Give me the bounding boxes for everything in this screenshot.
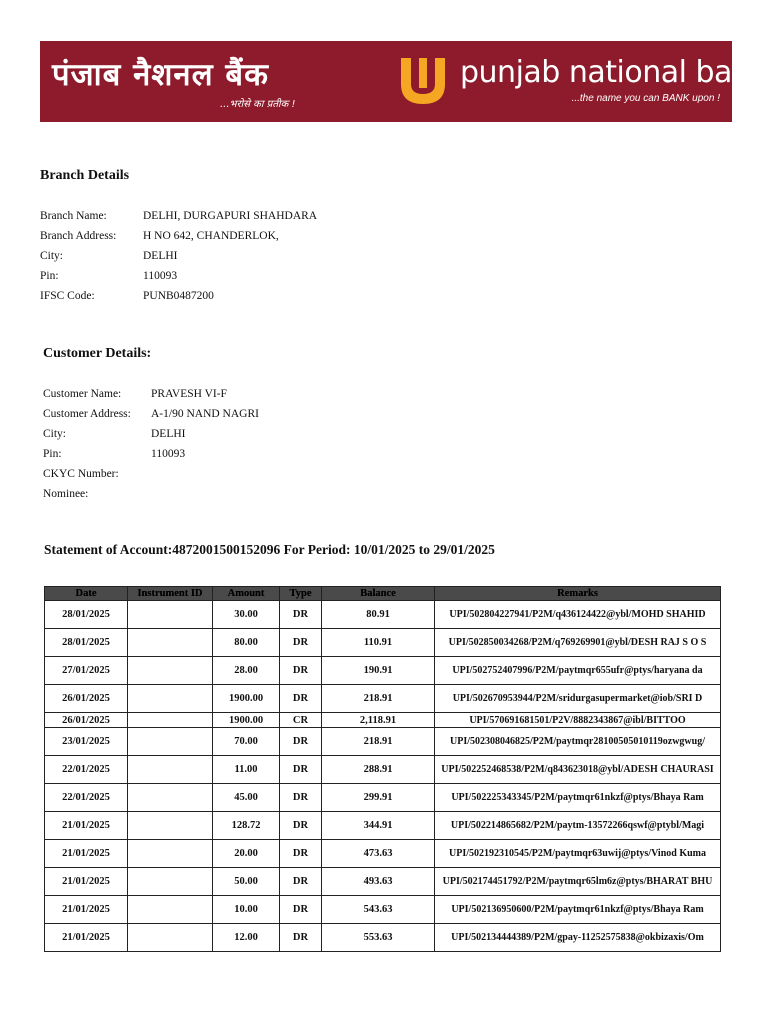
table-row bbox=[45, 840, 721, 868]
bank-banner bbox=[40, 41, 768, 122]
customer-row bbox=[43, 484, 259, 504]
cell-type: DR bbox=[280, 924, 322, 952]
field-label: City: bbox=[43, 428, 67, 440]
cell-date: 21/01/2025 bbox=[45, 924, 128, 952]
cell-remarks: UPI/502192310545/P2M/paytmqr63uwij@ptys/Vinod Kuma bbox=[435, 840, 721, 868]
field-label: City: bbox=[40, 250, 64, 262]
cell-instrument-id bbox=[128, 685, 213, 713]
cell-amount: 70.00 bbox=[213, 728, 280, 756]
table-row bbox=[45, 924, 721, 952]
cell-balance: 543.63 bbox=[322, 896, 435, 924]
transactions-table bbox=[44, 586, 721, 952]
table-row bbox=[45, 713, 721, 728]
field-label: Branch Name: bbox=[40, 210, 107, 222]
field-label: Customer Address: bbox=[43, 408, 131, 420]
tagline-hindi: ...भरोसे का प्रतीक ! bbox=[220, 99, 296, 110]
cell-instrument-id bbox=[128, 713, 213, 728]
column-header-type: Type bbox=[280, 587, 322, 601]
cell-amount: 11.00 bbox=[213, 756, 280, 784]
cell-instrument-id bbox=[128, 868, 213, 896]
cell-amount: 50.00 bbox=[213, 868, 280, 896]
field-value: H NO 642, CHANDERLOK, bbox=[143, 230, 279, 242]
cell-type: DR bbox=[280, 840, 322, 868]
cell-date: 21/01/2025 bbox=[45, 896, 128, 924]
cell-type: DR bbox=[280, 756, 322, 784]
cell-date: 26/01/2025 bbox=[45, 685, 128, 713]
cell-balance: 344.91 bbox=[322, 812, 435, 840]
field-label: Nominee: bbox=[43, 488, 89, 500]
cell-amount: 45.00 bbox=[213, 784, 280, 812]
table-row bbox=[45, 601, 721, 629]
column-header-balance: Balance bbox=[322, 587, 435, 601]
cell-instrument-id bbox=[128, 728, 213, 756]
cell-balance: 110.91 bbox=[322, 629, 435, 657]
cell-remarks: UPI/502252468538/P2M/q843623018@ybl/ADESH CHAURASI bbox=[435, 756, 721, 784]
cell-amount: 30.00 bbox=[213, 601, 280, 629]
cell-remarks: UPI/502670953944/P2M/sridurgasupermarket@iob/SRI D bbox=[435, 685, 721, 713]
field-label: CKYC Number: bbox=[43, 468, 119, 480]
field-label: Customer Name: bbox=[43, 388, 122, 400]
cell-balance: 80.91 bbox=[322, 601, 435, 629]
cell-type: DR bbox=[280, 812, 322, 840]
cell-balance: 473.63 bbox=[322, 840, 435, 868]
cell-date: 22/01/2025 bbox=[45, 784, 128, 812]
pnb-logo-icon bbox=[397, 54, 449, 110]
cell-date: 22/01/2025 bbox=[45, 756, 128, 784]
cell-instrument-id bbox=[128, 784, 213, 812]
cell-amount: 20.00 bbox=[213, 840, 280, 868]
cell-type: DR bbox=[280, 784, 322, 812]
cell-remarks: UPI/502134444389/P2M/gpay-11252575838@okbizaxis/Om bbox=[435, 924, 721, 952]
cell-amount: 10.00 bbox=[213, 896, 280, 924]
table-header-row bbox=[45, 587, 721, 601]
cell-amount: 1900.00 bbox=[213, 685, 280, 713]
cell-balance: 493.63 bbox=[322, 868, 435, 896]
customer-details-title: Customer Details: bbox=[43, 346, 152, 361]
cell-amount: 80.00 bbox=[213, 629, 280, 657]
cell-instrument-id bbox=[128, 896, 213, 924]
field-value: DELHI, DURGAPURI SHAHDARA bbox=[143, 210, 318, 222]
customer-row bbox=[43, 444, 259, 464]
cell-type: DR bbox=[280, 629, 322, 657]
cell-remarks: UPI/502136950600/P2M/paytmqr61nkzf@ptys/Bhaya Ram bbox=[435, 896, 721, 924]
tagline-english: ...the name you can BANK upon ! bbox=[571, 93, 720, 104]
cell-date: 27/01/2025 bbox=[45, 657, 128, 685]
field-value: 110093 bbox=[143, 270, 178, 282]
cell-type: DR bbox=[280, 601, 322, 629]
column-header-instrument: Instrument ID bbox=[128, 587, 213, 601]
cell-instrument-id bbox=[128, 924, 213, 952]
cell-date: 28/01/2025 bbox=[45, 601, 128, 629]
cell-remarks: UPI/502804227941/P2M/q436124422@ybl/MOHD SHAHID bbox=[435, 601, 721, 629]
bank-name-hindi: पंजाब नैशनल बैंक bbox=[52, 57, 269, 93]
customer-row bbox=[43, 424, 259, 444]
field-value: PRAVESH VI-F bbox=[151, 388, 227, 400]
cell-instrument-id bbox=[128, 601, 213, 629]
cell-remarks: UPI/570691681501/P2V/8882343867@ibl/BITTOO bbox=[435, 713, 721, 728]
field-value: A-1/90 NAND NAGRI bbox=[151, 408, 259, 420]
branch-row bbox=[40, 246, 317, 266]
field-value: DELHI bbox=[151, 428, 186, 440]
cell-remarks: UPI/502174451792/P2M/paytmqr65lm6z@ptys/BHARAT BHU bbox=[435, 868, 721, 896]
cell-balance: 190.91 bbox=[322, 657, 435, 685]
cell-type: DR bbox=[280, 657, 322, 685]
cell-balance: 299.91 bbox=[322, 784, 435, 812]
cell-date: 26/01/2025 bbox=[45, 713, 128, 728]
column-header-date: Date bbox=[45, 587, 128, 601]
table-row bbox=[45, 896, 721, 924]
cell-type: DR bbox=[280, 685, 322, 713]
statement-title: Statement of Account:4872001500152096 For Period: 10/01/2025 to 29/01/2025 bbox=[44, 542, 495, 557]
cell-instrument-id bbox=[128, 756, 213, 784]
cell-type: DR bbox=[280, 896, 322, 924]
cell-balance: 553.63 bbox=[322, 924, 435, 952]
cell-date: 21/01/2025 bbox=[45, 840, 128, 868]
table-row bbox=[45, 812, 721, 840]
customer-row bbox=[43, 464, 259, 484]
cell-type: DR bbox=[280, 728, 322, 756]
table-row bbox=[45, 728, 721, 756]
field-label: Branch Address: bbox=[40, 230, 117, 242]
customer-row bbox=[43, 384, 259, 404]
branch-row bbox=[40, 206, 317, 226]
branch-row bbox=[40, 286, 317, 306]
branch-details-title: Branch Details bbox=[40, 168, 130, 183]
cell-remarks: UPI/502214865682/P2M/paytm-13572266qswf@ptybl/Magi bbox=[435, 812, 721, 840]
column-header-remarks: Remarks bbox=[435, 587, 721, 601]
cell-balance: 2,118.91 bbox=[322, 713, 435, 728]
cell-amount: 1900.00 bbox=[213, 713, 280, 728]
branch-row bbox=[40, 226, 317, 246]
cell-remarks: UPI/502225343345/P2M/paytmqr61nkzf@ptys/Bhaya Ram bbox=[435, 784, 721, 812]
customer-row bbox=[43, 404, 259, 424]
table-row bbox=[45, 868, 721, 896]
cell-remarks: UPI/502752407996/P2M/paytmqr655ufr@ptys/haryana da bbox=[435, 657, 721, 685]
cell-date: 21/01/2025 bbox=[45, 812, 128, 840]
field-label: IFSC Code: bbox=[40, 290, 95, 302]
branch-row bbox=[40, 266, 317, 286]
cell-date: 23/01/2025 bbox=[45, 728, 128, 756]
cell-amount: 128.72 bbox=[213, 812, 280, 840]
field-value: PUNB0487200 bbox=[143, 290, 214, 302]
cell-remarks: UPI/502850034268/P2M/q769269901@ybl/DESH RAJ S O S bbox=[435, 629, 721, 657]
cell-balance: 288.91 bbox=[322, 756, 435, 784]
cell-remarks: UPI/502308046825/P2M/paytmqr28100505010119ozwgwug/ bbox=[435, 728, 721, 756]
table-row bbox=[45, 756, 721, 784]
table-row bbox=[45, 685, 721, 713]
cell-date: 28/01/2025 bbox=[45, 629, 128, 657]
cell-instrument-id bbox=[128, 629, 213, 657]
cell-type: CR bbox=[280, 713, 322, 728]
customer-details bbox=[43, 384, 259, 504]
table-row bbox=[45, 784, 721, 812]
field-value: 110093 bbox=[151, 448, 186, 460]
table-row bbox=[45, 657, 721, 685]
cell-instrument-id bbox=[128, 657, 213, 685]
cell-instrument-id bbox=[128, 812, 213, 840]
cell-type: DR bbox=[280, 868, 322, 896]
cell-balance: 218.91 bbox=[322, 685, 435, 713]
cell-date: 21/01/2025 bbox=[45, 868, 128, 896]
branch-details bbox=[40, 206, 317, 306]
field-label: Pin: bbox=[40, 270, 59, 282]
table-row bbox=[45, 629, 721, 657]
column-header-amount: Amount bbox=[213, 587, 280, 601]
cell-amount: 12.00 bbox=[213, 924, 280, 952]
field-label: Pin: bbox=[43, 448, 62, 460]
field-value: DELHI bbox=[143, 250, 178, 262]
cell-amount: 28.00 bbox=[213, 657, 280, 685]
cell-balance: 218.91 bbox=[322, 728, 435, 756]
cell-instrument-id bbox=[128, 840, 213, 868]
bank-name-english: punjab national bank bbox=[460, 55, 768, 90]
